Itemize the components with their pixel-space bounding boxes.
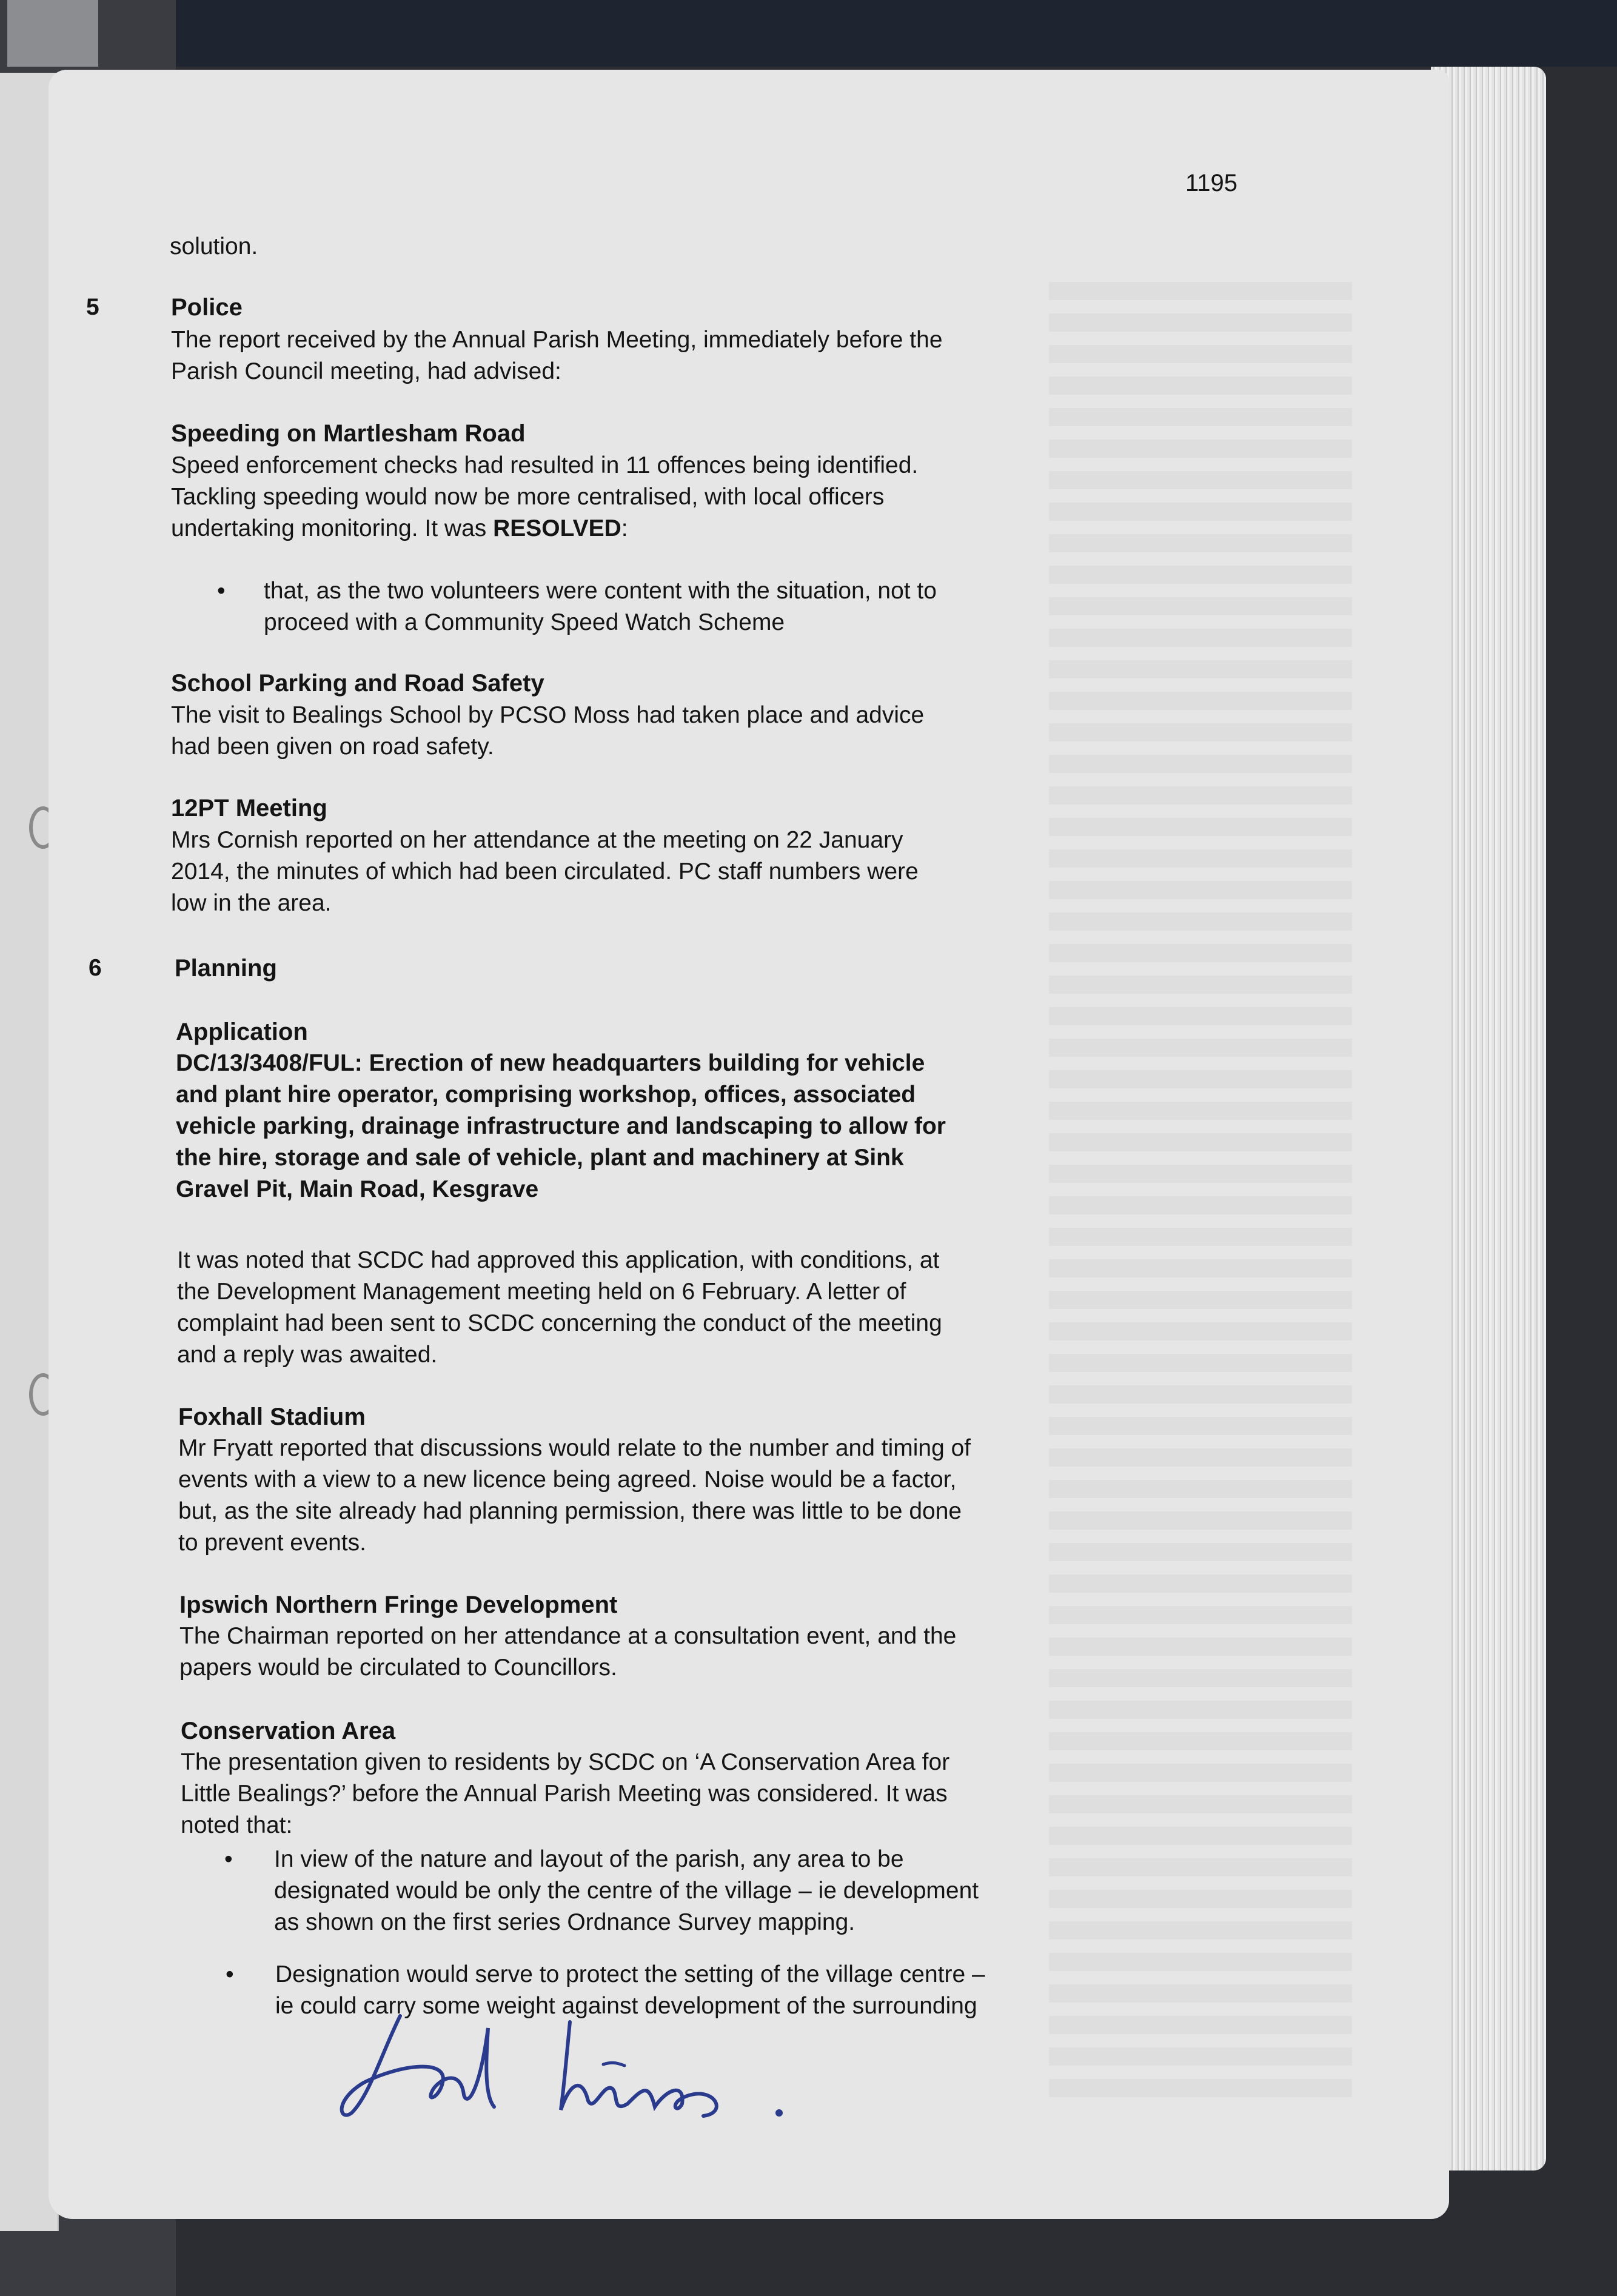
binder-strip bbox=[7, 0, 98, 67]
body-line: Tackling speeding would now be more centralised, with local officers bbox=[171, 484, 885, 510]
subheading: School Parking and Road Safety bbox=[171, 670, 544, 697]
subheading: Conservation Area bbox=[181, 1718, 396, 1744]
bullet-line: In view of the nature and layout of the parish, any area to be bbox=[274, 1846, 904, 1872]
body-line: events with a view to a new licence being agreed. Noise would be a factor, bbox=[178, 1467, 957, 1493]
section-number: 5 bbox=[86, 294, 99, 320]
bullet-line: that, as the two volunteers were content with the situation, not to bbox=[264, 578, 937, 604]
page-number: 1195 bbox=[1185, 170, 1238, 196]
body-line: The report received by the Annual Parish Meeting, immediately before the bbox=[171, 327, 943, 353]
bullet-line: Designation would serve to protect the setting of the village centre – bbox=[275, 1961, 985, 1987]
intro-line: solution. bbox=[170, 233, 258, 259]
application-line: Gravel Pit, Main Road, Kesgrave bbox=[176, 1176, 539, 1202]
body-line: Mrs Cornish reported on her attendance at the meeting on 22 January bbox=[171, 827, 903, 853]
document-page bbox=[49, 70, 1449, 2219]
application-line: the hire, storage and sale of vehicle, plant and machinery at Sink bbox=[176, 1145, 904, 1171]
resolved-label: RESOLVED bbox=[493, 515, 621, 541]
bullet-line: ie could carry some weight against development of the surrounding bbox=[275, 1993, 977, 2019]
bullet-line: designated would be only the centre of the village – ie development bbox=[274, 1878, 979, 1904]
subheading: Application bbox=[176, 1019, 308, 1045]
body-line: Parish Council meeting, had advised: bbox=[171, 358, 561, 384]
body-line: 2014, the minutes of which had been circulated. PC staff numbers were bbox=[171, 858, 919, 885]
body-line: complaint had been sent to SCDC concerning the conduct of the meeting bbox=[177, 1310, 942, 1336]
body-line: Mr Fryatt reported that discussions would relate to the number and timing of bbox=[178, 1435, 971, 1461]
body-line: Little Bealings?’ before the Annual Parish Meeting was considered. It was bbox=[181, 1781, 948, 1807]
section-title: Planning bbox=[175, 955, 277, 982]
body-line: papers would be circulated to Councillors. bbox=[179, 1655, 617, 1681]
bullet-icon: • bbox=[224, 1846, 233, 1872]
body-line: to prevent events. bbox=[178, 1530, 367, 1556]
body-line: low in the area. bbox=[171, 890, 332, 916]
bullet-line: proceed with a Community Speed Watch Scheme bbox=[264, 609, 785, 635]
section-number: 6 bbox=[89, 955, 102, 981]
subheading: Speeding on Martlesham Road bbox=[171, 420, 526, 447]
body-line: The presentation given to residents by SCDC on ‘A Conservation Area for bbox=[181, 1749, 950, 1775]
handwritten-signature bbox=[327, 1992, 873, 2137]
bullet-line: as shown on the first series Ordnance Survey mapping. bbox=[274, 1909, 855, 1935]
binder-top bbox=[0, 0, 1617, 67]
body-line: had been given on road safety. bbox=[171, 734, 494, 760]
subheading: Ipswich Northern Fringe Development bbox=[179, 1591, 618, 1618]
subheading: 12PT Meeting bbox=[171, 795, 327, 822]
body-line: undertaking monitoring. It was RESOLVED: bbox=[171, 515, 628, 541]
body-line: It was noted that SCDC had approved this application, with conditions, at bbox=[177, 1247, 940, 1273]
bullet-icon: • bbox=[226, 1961, 234, 1987]
body-line: The Chairman reported on her attendance at a consultation event, and the bbox=[179, 1623, 957, 1649]
show-through-text bbox=[1049, 282, 1352, 2101]
application-line: DC/13/3408/FUL: Erection of new headquarters building for vehicle bbox=[176, 1050, 925, 1076]
application-line: and plant hire operator, comprising workshop, offices, associated bbox=[176, 1082, 916, 1108]
body-line: and a reply was awaited. bbox=[177, 1342, 438, 1368]
body-line: The visit to Bealings School by PCSO Moss had taken place and advice bbox=[171, 702, 925, 728]
section-title: Police bbox=[171, 294, 243, 321]
application-line: vehicle parking, drainage infrastructure and landscaping to allow for bbox=[176, 1113, 946, 1139]
body-line: noted that: bbox=[181, 1812, 293, 1838]
bullet-icon: • bbox=[217, 578, 226, 604]
body-line: the Development Management meeting held on 6 February. A letter of bbox=[177, 1279, 906, 1305]
body-line: but, as the site already had planning permission, there was little to be done bbox=[178, 1498, 962, 1524]
subheading: Foxhall Stadium bbox=[178, 1404, 366, 1430]
body-line: Speed enforcement checks had resulted in 11 offences being identified. bbox=[171, 452, 919, 478]
